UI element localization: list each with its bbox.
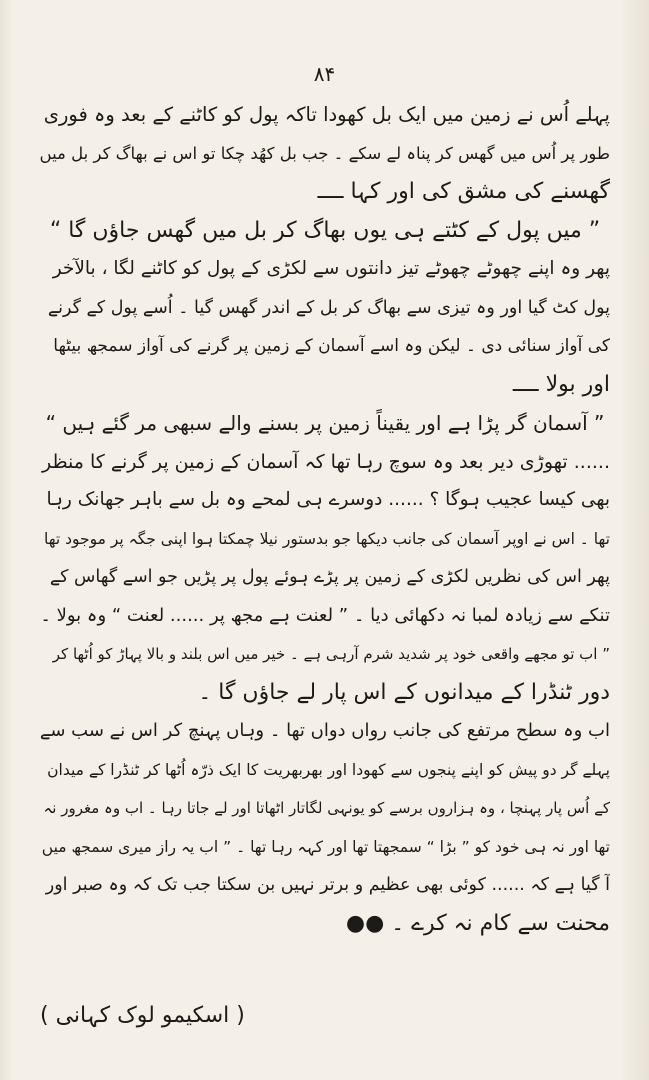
text-line: طور پر اُس میں گھس کر پناہ لے سکے ۔ جب بل کھُد چکا تو اس نے بھاگ کر بل میں bbox=[40, 143, 610, 163]
text-line: آ گیا ہے کہ ...... کوئی بھی عظیم و برتر نہیں بن سکتا جب تک کہ وہ صبر اور bbox=[45, 875, 610, 895]
text-line: تھا ۔ اس نے اوپر آسمان کی جانب دیکھا جو بدستور نیلا چمکتا ہوا اپنی جگہ پر موجود تھا bbox=[44, 529, 610, 548]
text-line: ” اب تو مجھے واقعی خود پر شدید شرم آرہی ہے ۔ خیر میں اس بلند و بالا پہاڑ کو اُٹھا کر bbox=[52, 645, 610, 663]
page-number: ۸۴ bbox=[313, 62, 336, 86]
text-line: محنت سے کام نہ کرے ۔ ●● bbox=[345, 910, 610, 936]
text-line: ” میں پول کے کٹتے ہی یوں بھاگ کر بل میں گھس جاؤں گا “ bbox=[49, 217, 601, 243]
text-line: اب وہ سطح مرتفع کی جانب رواں دواں تھا ۔ وہاں پہنچ کر اس نے سب سے bbox=[40, 720, 610, 741]
text-line: تھا اور نہ ہی خود کو ” بڑا “ سمجھتا تھا اور کہہ رہا تھا ۔ ” اب یہ راز میری سمجھ میں bbox=[41, 837, 610, 856]
text-line: پہلے اُس نے زمین میں ایک بل کھودا تاکہ پول کو کاٹنے کے بعد وہ فوری bbox=[43, 103, 610, 126]
text-line: پھر وہ اپنے چھوٹے چھوٹے تیز دانتوں سے لکڑی کے پول کو کاٹنے لگا ، بالآخر bbox=[52, 258, 610, 279]
text-line: پھر اس کی نظریں لکڑی کے زمین پر پڑے ہوئے پول پر پڑیں جو اسے گھاس کے bbox=[49, 567, 610, 587]
text-line: گھسنے کی مشق کی اور کہا ــــ bbox=[317, 179, 610, 204]
story-attribution: ( اسکیمو لوک کہانی ) bbox=[40, 1003, 245, 1028]
text-line: تنکے سے زیادہ لمبا نہ دکھائی دیا ۔ ” لعنت ہے مجھ پر ...... لعنت “ وہ بولا ۔ bbox=[40, 604, 610, 626]
text-line: ” آسمان گر پڑا ہے اور یقیناً زمین پر بسنے والے سبھی مر گئے ہیں “ bbox=[45, 411, 605, 435]
text-line: پول کٹ گیا اور وہ تیزی سے بھاگ کر بل کے اندر گھس گیا ۔ اُسے پول کے گرنے bbox=[47, 297, 610, 318]
text-line: کی آواز سنائی دی ۔ لیکن وہ اسے آسمان کے زمین پر گرنے کی آواز سمجھ بیٹھا bbox=[53, 336, 610, 356]
story-text bbox=[40, 96, 610, 943]
text-line: دور ٹنڈرا کے میدانوں کے اس پار لے جاؤں گا ۔ bbox=[198, 679, 610, 705]
text-line: کے اُس پار پہنچا ، وہ ہزاروں برسے کو یونہی لگاتار اٹھاتا اور لے جاتا رہا ۔ اب وہ مغرور نہ bbox=[43, 799, 610, 817]
text-line: ...... تھوڑی دیر بعد وہ سوچ رہا تھا کہ آسمان کے زمین پر گرنے کا منظر bbox=[41, 450, 610, 473]
text-line: اور بولا ــــ bbox=[512, 371, 610, 397]
text-line: بھی کیسا عجیب ہوگا ؟ ...... دوسرے ہی لمحے وہ بل سے باہر جھانک رہا bbox=[46, 489, 610, 510]
text-line: پہلے گر دو پیش کو اپنے پنجوں سے کھودا اور بھربھریت کا ایک ذرّہ اُٹھا کر ٹنڈرا کے میدان bbox=[47, 760, 610, 779]
